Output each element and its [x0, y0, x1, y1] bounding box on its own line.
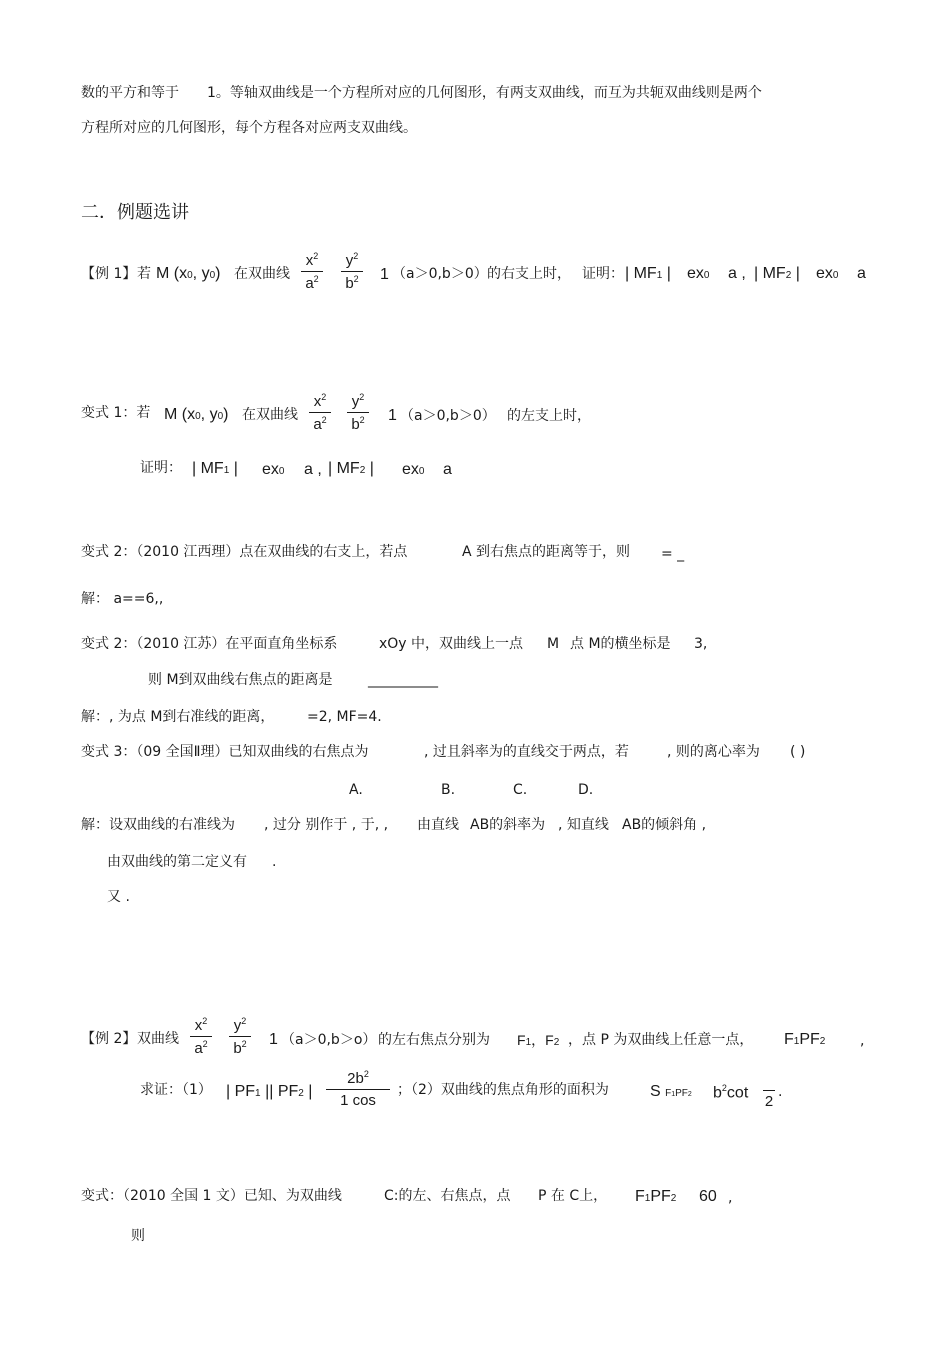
- example-1-text-if: 若: [137, 266, 151, 282]
- variant-1-fraction-x: $x^2$ $a^2$: [309, 393, 331, 432]
- equals-one: 1: [380, 266, 389, 283]
- variant-1-proof-label: 证明：: [140, 460, 182, 476]
- option-c: C.: [513, 782, 528, 798]
- variant-2-jiangsu-result: =2, MF=4.: [307, 709, 382, 725]
- ex0-term-2: ex0: [816, 265, 839, 282]
- variant-1-left-branch: 的左支上时，: [507, 408, 591, 424]
- variant-1-ex0-2: ex0: [402, 461, 425, 478]
- example-2-point-p: ，点 P 为双曲线上任意一点，: [568, 1032, 754, 1048]
- variant-1-fraction-y: $y^2$ $b^2$: [347, 393, 369, 432]
- focus-f1: F1，F2: [517, 1032, 560, 1048]
- variant-3-solution-1c: 由直线: [417, 817, 459, 833]
- variant-2-jiangsu: 变式 2：（2010 江苏）在平面直角坐标系: [81, 636, 338, 652]
- example-2-tag: 【例 2】: [81, 1031, 137, 1047]
- variant-1-text-on: 在双曲线: [242, 407, 298, 423]
- example-2-period: .: [778, 1084, 783, 1100]
- example-1-tag: 【例 1】: [81, 266, 137, 282]
- variant-2-blank: __________: [368, 672, 438, 688]
- variant-3-solution-1b: , 过分 别作于 , 于, ,: [264, 817, 389, 833]
- variant-2-jiangsu-solution: 解：, 为点 M到右准线的距离，: [81, 709, 275, 725]
- variant-4-then: 则: [131, 1228, 145, 1244]
- a-term: a ,: [728, 265, 746, 282]
- variant-3-solution-1d: AB的斜率为: [470, 817, 546, 833]
- variant-3-answer-paren: ( ): [790, 744, 806, 760]
- variant-1-condition: （a＞0,b＞0）: [400, 408, 496, 424]
- variant-1-point-m: M (x0, y0): [164, 406, 229, 423]
- pf1-pf2-product: | PF1 || PF2 |: [226, 1083, 313, 1100]
- variant-3-solution-1f: AB的倾斜角 ,: [622, 817, 707, 833]
- option-b: B.: [441, 782, 456, 798]
- variant-4-angle: F1PF2: [635, 1188, 677, 1205]
- variant-2-question: 则 M到双曲线右焦点的距离是: [148, 672, 333, 688]
- variant-3-solution-2-dot: .: [272, 854, 277, 870]
- example-1-condition: （a＞0,b＞0）: [392, 266, 488, 282]
- variant-2-xoy: xOy 中，双曲线上一点: [379, 636, 524, 652]
- variant-1-label: 变式 1：若: [81, 405, 151, 421]
- variant-2-solution: 解： a==6,,: [81, 591, 164, 607]
- option-d: D.: [578, 782, 594, 798]
- variant-1-ex0: ex0: [262, 461, 285, 478]
- mf1-abs: | MF1 |: [625, 265, 671, 282]
- area-symbol: S F1PF2: [650, 1083, 692, 1100]
- variant-1-one: 1: [388, 407, 397, 424]
- variant-3-solution-1e: , 知直线: [558, 817, 609, 833]
- example-1-text-on: 在双曲线: [234, 266, 290, 282]
- variant-1-mf2: | MF2 |: [328, 460, 374, 477]
- example-2-foci-text: 的左右焦点分别为: [378, 1032, 490, 1048]
- ex0-term: ex0: [687, 265, 710, 282]
- variant-3-solution-2: 由双曲线的第二定义有: [107, 854, 247, 870]
- variant-1-a-2: a: [443, 461, 452, 478]
- variant-1-mf1: | MF1 |: [192, 460, 238, 477]
- variant-3-solution-1: 解：设双曲线的右准线为: [81, 817, 235, 833]
- variant-3-question-2: , 过且斜率为的直线交于两点，若: [424, 744, 629, 760]
- example-2-hyperbola: 双曲线: [137, 1031, 179, 1047]
- variant-4-comma: ,: [728, 1190, 733, 1206]
- example-2-comma: ,: [860, 1033, 865, 1049]
- fraction-2b2-over-1-cos: $2b^2$ 1 cos: [326, 1070, 390, 1108]
- fraction-x2-a2: $x^2$ $a^2$: [301, 252, 323, 291]
- variant-3-solution-3: 又 .: [107, 889, 130, 905]
- variant-4-question: 变式：（2010 全国 1 文）已知、为双曲线: [81, 1188, 342, 1204]
- intro-line-2: 方程所对应的几何图形，每个方程各对应两支双曲线。: [81, 120, 417, 136]
- option-a: A.: [349, 782, 363, 798]
- angle-f1pf2: F1PF2: [784, 1031, 826, 1048]
- example-1-right-branch: 的右支上时，: [487, 266, 571, 282]
- variant-2-distance: A 到右焦点的距离等于，则: [462, 544, 631, 560]
- a-term-2: a: [857, 265, 866, 282]
- point-m: M (x0, y0): [156, 265, 221, 282]
- intro-line-1a: 数的平方和等于: [81, 85, 179, 101]
- example-2-proof-1: 求证：（1）: [140, 1082, 212, 1098]
- half-angle: 2: [763, 1072, 775, 1109]
- variant-2-m-abscissa: 点 M的横坐标是: [570, 636, 671, 652]
- example-1-proof-label: 证明：: [582, 266, 624, 282]
- mf2-abs: | MF2 |: [754, 265, 800, 282]
- example-2-fraction-x: $x^2$ $a^2$: [190, 1017, 212, 1056]
- variant-2-jiangxi: 变式 2：（2010 江西理）点在双曲线的右支上，若点: [81, 544, 408, 560]
- variant-2-point-m: M: [547, 636, 560, 652]
- example-2-part-2: ；（2）双曲线的焦点角形的面积为: [397, 1082, 609, 1098]
- variant-3-question: 变式 3：（09 全国Ⅱ理）已知双曲线的右焦点为: [81, 744, 369, 760]
- example-2-condition: （a＞0,b＞o）: [281, 1032, 377, 1048]
- fraction-y2-b2: $y^2$ $b^2$: [341, 252, 363, 291]
- variant-4-sixty: 60: [699, 1188, 717, 1205]
- variant-2-three: 3,: [694, 636, 708, 652]
- example-2-one: 1: [269, 1031, 278, 1048]
- example-2-fraction-y: $y^2$ $b^2$: [229, 1017, 251, 1056]
- intro-line-1b: 1。等轴双曲线是一个方程所对应的几何图形，有两支双曲线，而互为共轭双曲线则是两个: [207, 85, 762, 101]
- section-heading: 二．例题选讲: [81, 202, 189, 223]
- variant-4-c: C:的左、右焦点，点: [384, 1188, 511, 1204]
- variant-2-answer-blank: = _: [661, 546, 685, 562]
- b2-cot: $b^2\cot$: [713, 1083, 749, 1102]
- variant-1-a: a ,: [304, 461, 322, 478]
- variant-4-p: P 在 C上，: [538, 1188, 608, 1204]
- variant-3-question-3: , 则的离心率为: [667, 744, 760, 760]
